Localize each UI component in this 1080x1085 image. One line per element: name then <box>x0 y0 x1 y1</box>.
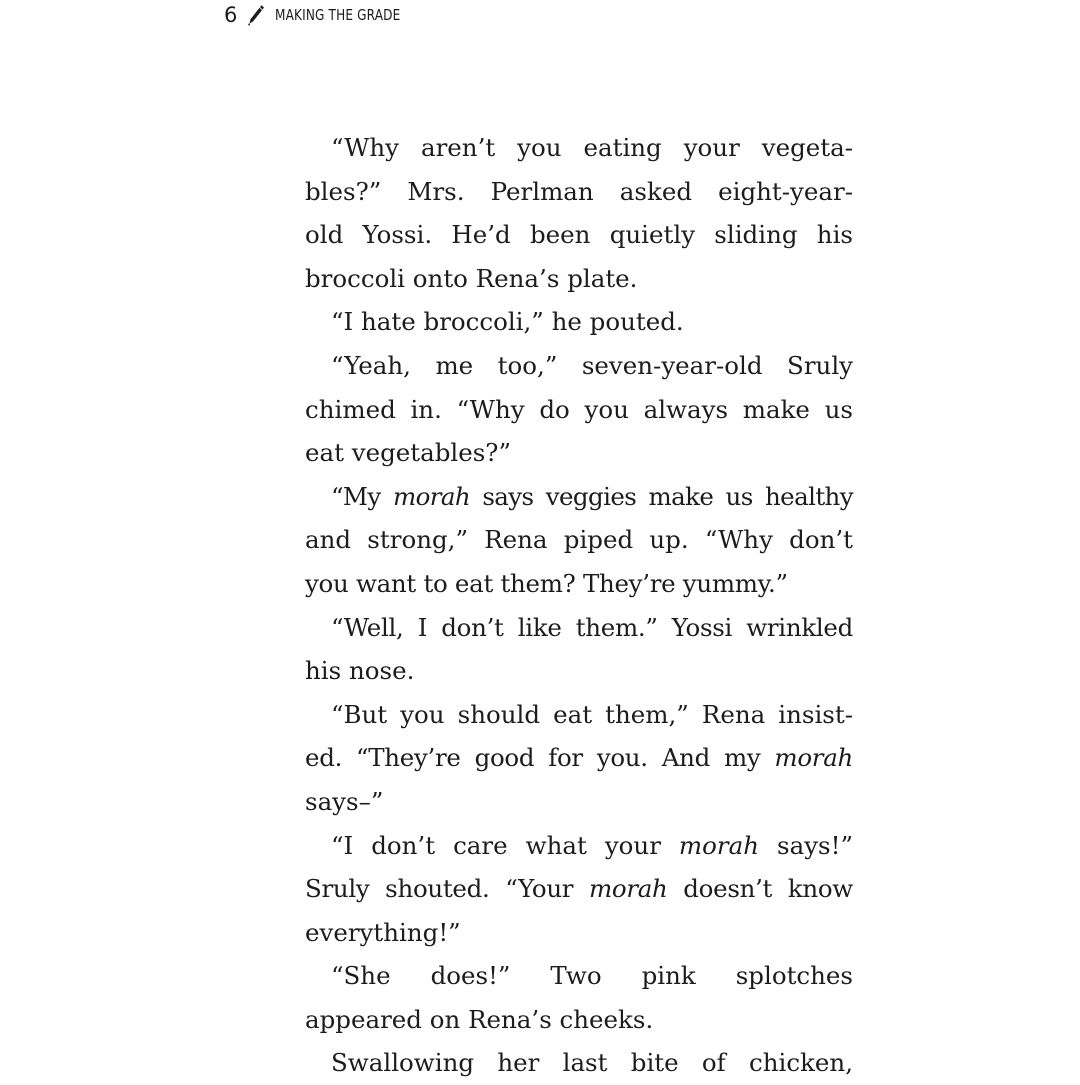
text-segment: “I hate broccoli,” he pouted. <box>331 307 684 337</box>
text-line <box>305 736 853 780</box>
text-segment: says–” <box>305 786 384 816</box>
text-segment: “But you should eat them,” Rena insist- <box>331 699 853 729</box>
text-segment: chimed in. “Why do you always make us <box>305 394 853 424</box>
text-line <box>305 213 853 257</box>
text-line <box>305 954 853 998</box>
italic-word: morah <box>678 830 760 860</box>
text-line <box>305 606 853 650</box>
text-line <box>305 693 853 737</box>
text-segment: his nose. <box>305 656 415 686</box>
text-line <box>305 170 853 214</box>
text-segment: appeared on Rena’s cheeks. <box>305 1004 654 1034</box>
text-line <box>305 344 853 388</box>
text-segment: “My <box>331 481 393 511</box>
text-line <box>305 1041 853 1085</box>
text-line <box>305 911 853 955</box>
italic-word: morah <box>774 743 853 773</box>
running-title: MAKING THE GRADE <box>275 6 401 24</box>
text-segment: eat vegetables?” <box>305 438 511 468</box>
text-line <box>305 475 853 519</box>
text-line <box>305 431 853 475</box>
italic-word: morah <box>392 481 471 511</box>
text-segment: Sruly shouted. “Your <box>305 874 589 904</box>
text-segment: everything!” <box>305 917 461 947</box>
text-segment: “I don’t care what your <box>331 830 679 860</box>
text-segment: bles?” Mrs. Perlman asked eight-year- <box>305 176 853 206</box>
text-line <box>305 518 853 562</box>
text-line <box>305 649 853 693</box>
text-line <box>305 780 853 824</box>
text-segment: says veggies make us healthy <box>470 481 853 511</box>
body-text <box>305 126 853 1085</box>
pencil-icon <box>247 4 265 26</box>
italic-word: morah <box>588 874 668 904</box>
text-line <box>305 998 853 1042</box>
text-segment: and strong,” Rena piped up. “Why don’t <box>305 525 853 555</box>
text-segment: “Well, I don’t like them.” Yossi wrinkled <box>331 612 853 642</box>
text-segment: doesn’t know <box>667 874 853 904</box>
text-line <box>305 867 853 911</box>
text-line <box>305 257 853 301</box>
text-segment: broccoli onto Rena’s plate. <box>305 263 638 293</box>
page-number: 6 <box>224 3 238 27</box>
text-segment: says!” <box>759 830 853 860</box>
text-line <box>305 126 853 170</box>
text-line <box>305 562 853 606</box>
text-segment: “Why aren’t you eating your vegeta- <box>331 133 853 162</box>
text-segment: “Yeah, me too,” seven-year-old Sruly <box>331 350 853 380</box>
running-header <box>224 2 436 28</box>
text-segment: Swallowing her last bite of chicken, <box>331 1048 853 1078</box>
text-segment: ed. “They’re good for you. And my <box>305 743 775 773</box>
text-line <box>305 824 853 868</box>
text-line <box>305 388 853 432</box>
text-segment: old Yossi. He’d been quietly sliding his <box>305 220 853 250</box>
text-line <box>305 300 853 344</box>
text-segment: “She does!” Two pink splotches <box>331 961 853 991</box>
text-segment: you want to eat them? They’re yummy.” <box>305 568 788 598</box>
